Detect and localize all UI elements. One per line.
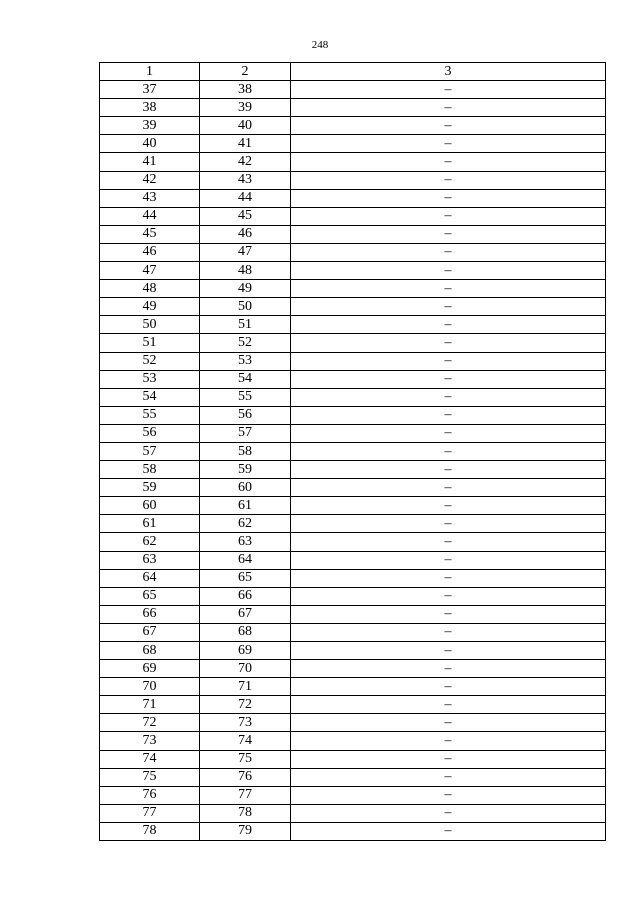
table-cell-col1: 66 bbox=[100, 605, 200, 623]
table-cell-col1: 77 bbox=[100, 804, 200, 822]
table-cell-col2: 43 bbox=[200, 171, 291, 189]
table-cell-col3: – bbox=[291, 623, 606, 641]
table-cell-col1: 48 bbox=[100, 280, 200, 298]
table-cell-col1: 47 bbox=[100, 262, 200, 280]
table-cell-col2: 71 bbox=[200, 678, 291, 696]
table-cell-col2: 57 bbox=[200, 424, 291, 442]
table-cell-col3: – bbox=[291, 81, 606, 99]
table-row bbox=[100, 316, 606, 334]
table-row bbox=[100, 569, 606, 587]
table-cell-col3: – bbox=[291, 678, 606, 696]
table-cell-col2: 59 bbox=[200, 461, 291, 479]
table-row bbox=[100, 153, 606, 171]
table-row bbox=[100, 225, 606, 243]
table-cell-col2: 77 bbox=[200, 786, 291, 804]
table-cell-col3: – bbox=[291, 533, 606, 551]
table-row bbox=[100, 551, 606, 569]
table-cell-col3: – bbox=[291, 569, 606, 587]
table-cell-col2: 39 bbox=[200, 99, 291, 117]
table-row bbox=[100, 388, 606, 406]
table-cell-col2: 63 bbox=[200, 533, 291, 551]
table-cell-col3: – bbox=[291, 334, 606, 352]
table-cell-col1: 41 bbox=[100, 153, 200, 171]
table-row bbox=[100, 714, 606, 732]
table-cell-col1: 51 bbox=[100, 334, 200, 352]
table-cell-col1: 55 bbox=[100, 406, 200, 424]
table-cell-col1: 39 bbox=[100, 117, 200, 135]
table-cell-col2: 52 bbox=[200, 334, 291, 352]
table-row bbox=[100, 768, 606, 786]
table-row bbox=[100, 135, 606, 153]
table-cell-col2: 55 bbox=[200, 388, 291, 406]
table-cell-col3: – bbox=[291, 352, 606, 370]
table-cell-col2: 42 bbox=[200, 153, 291, 171]
table-row bbox=[100, 370, 606, 388]
table-cell-col1: 54 bbox=[100, 388, 200, 406]
table-cell-col1: 72 bbox=[100, 714, 200, 732]
table-cell-col1: 64 bbox=[100, 569, 200, 587]
table-cell-col3: – bbox=[291, 424, 606, 442]
table-cell-col3: – bbox=[291, 642, 606, 660]
table-cell-col3: – bbox=[291, 497, 606, 515]
table-cell-col2: 54 bbox=[200, 370, 291, 388]
table-row bbox=[100, 171, 606, 189]
table-cell-col1: 63 bbox=[100, 551, 200, 569]
table-row bbox=[100, 334, 606, 352]
table-cell-col3: – bbox=[291, 822, 606, 840]
table-cell-col3: – bbox=[291, 280, 606, 298]
table-cell-col3: – bbox=[291, 207, 606, 225]
table-cell-col2: 75 bbox=[200, 750, 291, 768]
table-row bbox=[100, 298, 606, 316]
table-cell-col1: 76 bbox=[100, 786, 200, 804]
table-cell-col3: – bbox=[291, 786, 606, 804]
table-cell-col1: 67 bbox=[100, 623, 200, 641]
table-cell-col1: 56 bbox=[100, 424, 200, 442]
table-row bbox=[100, 189, 606, 207]
table-cell-col3: – bbox=[291, 461, 606, 479]
table-cell-col3: – bbox=[291, 153, 606, 171]
table-cell-col2: 49 bbox=[200, 280, 291, 298]
table-row bbox=[100, 660, 606, 678]
table-row bbox=[100, 533, 606, 551]
table-cell-col3: – bbox=[291, 605, 606, 623]
table-cell-col1: 57 bbox=[100, 442, 200, 460]
table-row bbox=[100, 822, 606, 840]
table-cell-col3: – bbox=[291, 262, 606, 280]
table-cell-col1: 52 bbox=[100, 352, 200, 370]
table-cell-col1: 59 bbox=[100, 479, 200, 497]
table-row bbox=[100, 117, 606, 135]
table-cell-col3: – bbox=[291, 243, 606, 261]
table-cell-col1: 69 bbox=[100, 660, 200, 678]
table-cell-col1: 40 bbox=[100, 135, 200, 153]
table-cell-col3: – bbox=[291, 388, 606, 406]
table-cell-col2: 60 bbox=[200, 479, 291, 497]
table-cell-col2: 79 bbox=[200, 822, 291, 840]
table-cell-col3: – bbox=[291, 660, 606, 678]
table-row bbox=[100, 587, 606, 605]
table-cell-col2: 50 bbox=[200, 298, 291, 316]
table-cell-col3: – bbox=[291, 117, 606, 135]
table-cell-col1: 70 bbox=[100, 678, 200, 696]
table-cell-col1: 58 bbox=[100, 461, 200, 479]
table-cell-col1: 45 bbox=[100, 225, 200, 243]
table-cell-col3: – bbox=[291, 479, 606, 497]
table-cell-col1: 43 bbox=[100, 189, 200, 207]
table-cell-col1: 38 bbox=[100, 99, 200, 117]
table-cell-col3: – bbox=[291, 732, 606, 750]
table-cell-col3: – bbox=[291, 515, 606, 533]
table-row bbox=[100, 605, 606, 623]
table-cell-col3: – bbox=[291, 714, 606, 732]
table-cell-col2: 62 bbox=[200, 515, 291, 533]
table-cell-col1: 62 bbox=[100, 533, 200, 551]
table-cell-col3: – bbox=[291, 768, 606, 786]
page-number: 248 bbox=[311, 39, 329, 51]
table-cell-col1: 73 bbox=[100, 732, 200, 750]
table-cell-col1: 53 bbox=[100, 370, 200, 388]
table-cell-col2: 64 bbox=[200, 551, 291, 569]
table-cell-col1: 68 bbox=[100, 642, 200, 660]
table-cell-col3: – bbox=[291, 750, 606, 768]
table-cell-col2: 56 bbox=[200, 406, 291, 424]
table-cell-col1: 50 bbox=[100, 316, 200, 334]
table-row bbox=[100, 804, 606, 822]
table-row bbox=[100, 678, 606, 696]
table-cell-col3: – bbox=[291, 99, 606, 117]
table-row bbox=[100, 352, 606, 370]
table-cell-col2: 38 bbox=[200, 81, 291, 99]
table-cell-col3: – bbox=[291, 370, 606, 388]
table-cell-col2: 68 bbox=[200, 623, 291, 641]
table-cell-col3: – bbox=[291, 696, 606, 714]
column-header-1: 1 bbox=[100, 63, 200, 81]
table-cell-col1: 75 bbox=[100, 768, 200, 786]
table-row bbox=[100, 424, 606, 442]
table-cell-col3: – bbox=[291, 587, 606, 605]
table-cell-col1: 60 bbox=[100, 497, 200, 515]
table-cell-col2: 46 bbox=[200, 225, 291, 243]
table-row bbox=[100, 696, 606, 714]
column-header-3: 3 bbox=[291, 63, 606, 81]
table-cell-col1: 74 bbox=[100, 750, 200, 768]
table-row bbox=[100, 81, 606, 99]
table-cell-col2: 48 bbox=[200, 262, 291, 280]
table-cell-col3: – bbox=[291, 804, 606, 822]
table-cell-col3: – bbox=[291, 316, 606, 334]
table-cell-col3: – bbox=[291, 225, 606, 243]
table-row bbox=[100, 497, 606, 515]
table-cell-col2: 58 bbox=[200, 442, 291, 460]
table-cell-col2: 61 bbox=[200, 497, 291, 515]
table-row bbox=[100, 786, 606, 804]
table-cell-col1: 49 bbox=[100, 298, 200, 316]
table-cell-col2: 47 bbox=[200, 243, 291, 261]
table-cell-col1: 61 bbox=[100, 515, 200, 533]
table-row bbox=[100, 732, 606, 750]
table-row bbox=[100, 207, 606, 225]
table-cell-col2: 70 bbox=[200, 660, 291, 678]
table-cell-col3: – bbox=[291, 171, 606, 189]
table-row bbox=[100, 461, 606, 479]
table-cell-col1: 65 bbox=[100, 587, 200, 605]
table-cell-col2: 44 bbox=[200, 189, 291, 207]
table-row bbox=[100, 243, 606, 261]
table-row bbox=[100, 280, 606, 298]
table-cell-col2: 53 bbox=[200, 352, 291, 370]
table-cell-col2: 69 bbox=[200, 642, 291, 660]
table-row bbox=[100, 623, 606, 641]
table-cell-col1: 37 bbox=[100, 81, 200, 99]
table-row bbox=[100, 750, 606, 768]
table-cell-col2: 78 bbox=[200, 804, 291, 822]
table-row bbox=[100, 442, 606, 460]
table-cell-col2: 40 bbox=[200, 117, 291, 135]
table-cell-col1: 78 bbox=[100, 822, 200, 840]
table-cell-col3: – bbox=[291, 406, 606, 424]
table-cell-col3: – bbox=[291, 298, 606, 316]
table-cell-col2: 41 bbox=[200, 135, 291, 153]
table-row bbox=[100, 262, 606, 280]
table-cell-col3: – bbox=[291, 189, 606, 207]
table-row bbox=[100, 515, 606, 533]
table-cell-col2: 67 bbox=[200, 605, 291, 623]
table-cell-col1: 44 bbox=[100, 207, 200, 225]
table-cell-col3: – bbox=[291, 551, 606, 569]
table-row bbox=[100, 642, 606, 660]
table-cell-col2: 73 bbox=[200, 714, 291, 732]
table-cell-col2: 66 bbox=[200, 587, 291, 605]
table-body bbox=[100, 81, 606, 841]
table-header-row bbox=[100, 63, 606, 81]
table-cell-col1: 42 bbox=[100, 171, 200, 189]
table-cell-col1: 71 bbox=[100, 696, 200, 714]
table-cell-col1: 46 bbox=[100, 243, 200, 261]
table-cell-col2: 45 bbox=[200, 207, 291, 225]
table-cell-col2: 51 bbox=[200, 316, 291, 334]
table-row bbox=[100, 99, 606, 117]
table-row bbox=[100, 479, 606, 497]
table-cell-col3: – bbox=[291, 135, 606, 153]
table-cell-col2: 74 bbox=[200, 732, 291, 750]
table-row bbox=[100, 406, 606, 424]
column-header-2: 2 bbox=[200, 63, 291, 81]
table-cell-col2: 65 bbox=[200, 569, 291, 587]
table-cell-col2: 76 bbox=[200, 768, 291, 786]
data-table bbox=[99, 62, 606, 841]
table-cell-col2: 72 bbox=[200, 696, 291, 714]
table-cell-col3: – bbox=[291, 442, 606, 460]
